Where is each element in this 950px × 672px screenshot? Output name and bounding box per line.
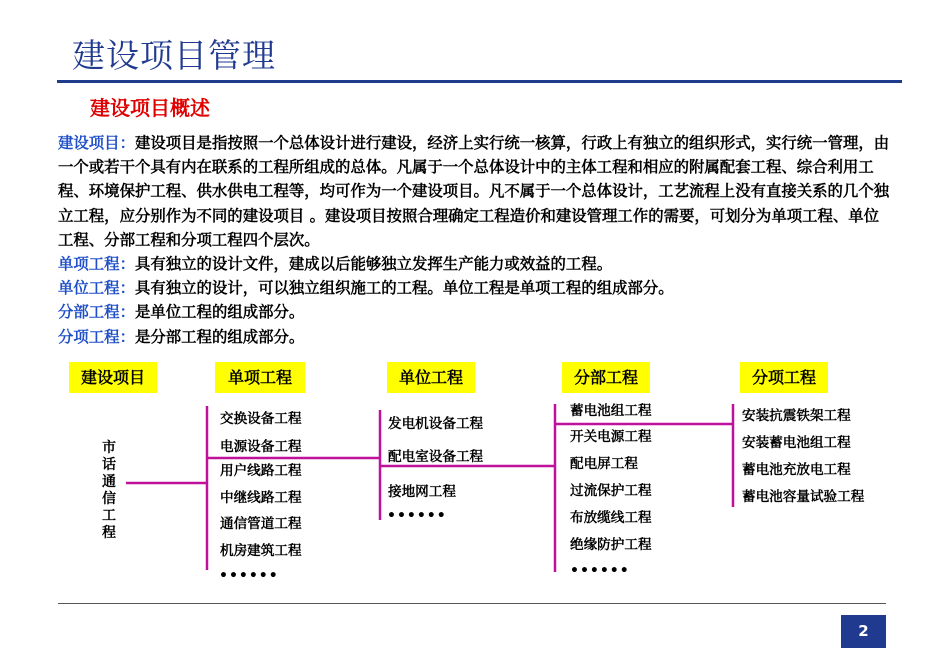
definition-construction-project: 建设项目：建设项目是指按照一个总体设计进行建设，经济上实行统一核算，行政上有独立的组织形式，实行统一管理，由一个或若干个具有内在联系的工程所组成的总体。凡属于一个总体设计中的主体工程和相应的附属配套工程、综合利用工程、环境保护工程、供水供电工程等，均可作为一个建设项目。凡不属于一个总体设计，工艺流程上没有直接关系的几个独立工程，应分别作为不同的建设项目 。建设项目按照合理确定工程造价和建设管理工作的需要，可划分为单项工程、单位工程、分部工程和分项工程四个层次。 [58, 134, 890, 249]
definition-text: 具有独立的设计，可以独立组织施工的工程。单位工程是单项工程的组成部分。 [134, 279, 674, 298]
definition-text: 建设项目是指按照一个总体设计进行建设，经济上实行统一核算，行政上有独立的组织形式，实行统一管理，由一个或若干个具有内在联系的工程所组成的总体。凡属于一个总体设计中的主体工程和相应的附属配套工程、综合利用工程、环境保护工程、供水供电工程等，均可作为一个建设项目。凡不属于一个总体设计，工艺流程上没有直接关系的几个独立工程，应分别作为不同的建设项目 。建设项目按照合理确定工程造价和建设管理工作的需要，可划分为单项工程、单位工程、分部工程和分项工程四个层次。 [58, 134, 890, 249]
level1-item: 通信管道工程 [220, 516, 302, 532]
level2-item: 配电室设备工程 [388, 449, 484, 465]
level2-item: 发电机设备工程 [388, 416, 484, 432]
term-label: 分部工程 [58, 303, 120, 322]
level3-item: 开关电源工程 [570, 429, 652, 445]
level3-ellipsis: •••••• [570, 563, 630, 579]
level4-item: 安装蓄电池组工程 [742, 435, 851, 451]
page-title: 建设项目管理 [72, 36, 276, 75]
definition-division-project: 分部工程：是单位工程的组成部分。 [58, 303, 305, 322]
level3-item: 过流保护工程 [570, 483, 652, 499]
definition-text: 是分部工程的组成部分。 [134, 327, 305, 346]
definition-unit-project: 单位工程：具有独立的设计，可以独立组织施工的工程。单位工程是单项工程的组成部分。 [58, 279, 674, 298]
level2-ellipsis: •••••• [387, 508, 447, 524]
term-label: 单位工程 [58, 279, 120, 298]
header-unit-project: 单位工程 [387, 362, 475, 393]
term-label: 建设项目 [58, 134, 120, 152]
level1-item: 中继线路工程 [220, 490, 302, 506]
level3-item: 蓄电池组工程 [570, 403, 652, 419]
definition-text: 具有独立的设计文件，建成以后能够独立发挥生产能力或效益的工程。 [134, 255, 613, 274]
level2-item: 接地网工程 [388, 484, 456, 500]
level4-item: 蓄电池充放电工程 [742, 462, 851, 478]
footer-divider [58, 603, 886, 604]
header-single-item-project: 单项工程 [215, 362, 305, 393]
term-label: 单项工程 [58, 255, 120, 274]
level1-item: 电源设备工程 [220, 439, 302, 455]
level1-item: 用户线路工程 [220, 463, 302, 479]
root-project-label: 市话通信工程 [102, 440, 116, 541]
level4-item: 安装抗震铁架工程 [742, 408, 851, 424]
level3-item: 布放缆线工程 [570, 510, 652, 526]
header-construction-project: 建设项目 [69, 362, 157, 393]
header-subitem-project: 分项工程 [740, 362, 828, 393]
level3-item: 绝缘防护工程 [570, 537, 652, 553]
level1-item: 机房建筑工程 [220, 543, 302, 559]
page-number: 2 [841, 615, 886, 648]
definition-text: 是单位工程的组成部分。 [134, 303, 305, 322]
definition-subitem-project: 分项工程：是分部工程的组成部分。 [58, 327, 305, 346]
header-division-project: 分部工程 [562, 362, 650, 393]
section-title: 建设项目概述 [90, 96, 210, 120]
term-label: 分项工程 [58, 327, 120, 346]
level3-item: 配电屏工程 [570, 456, 638, 472]
definition-single-item-project: 单项工程：具有独立的设计文件，建成以后能够独立发挥生产能力或效益的工程。 [58, 255, 613, 274]
level1-item: 交换设备工程 [220, 411, 302, 427]
level1-ellipsis: •••••• [219, 568, 279, 584]
level4-item: 蓄电池容量试验工程 [742, 489, 865, 505]
